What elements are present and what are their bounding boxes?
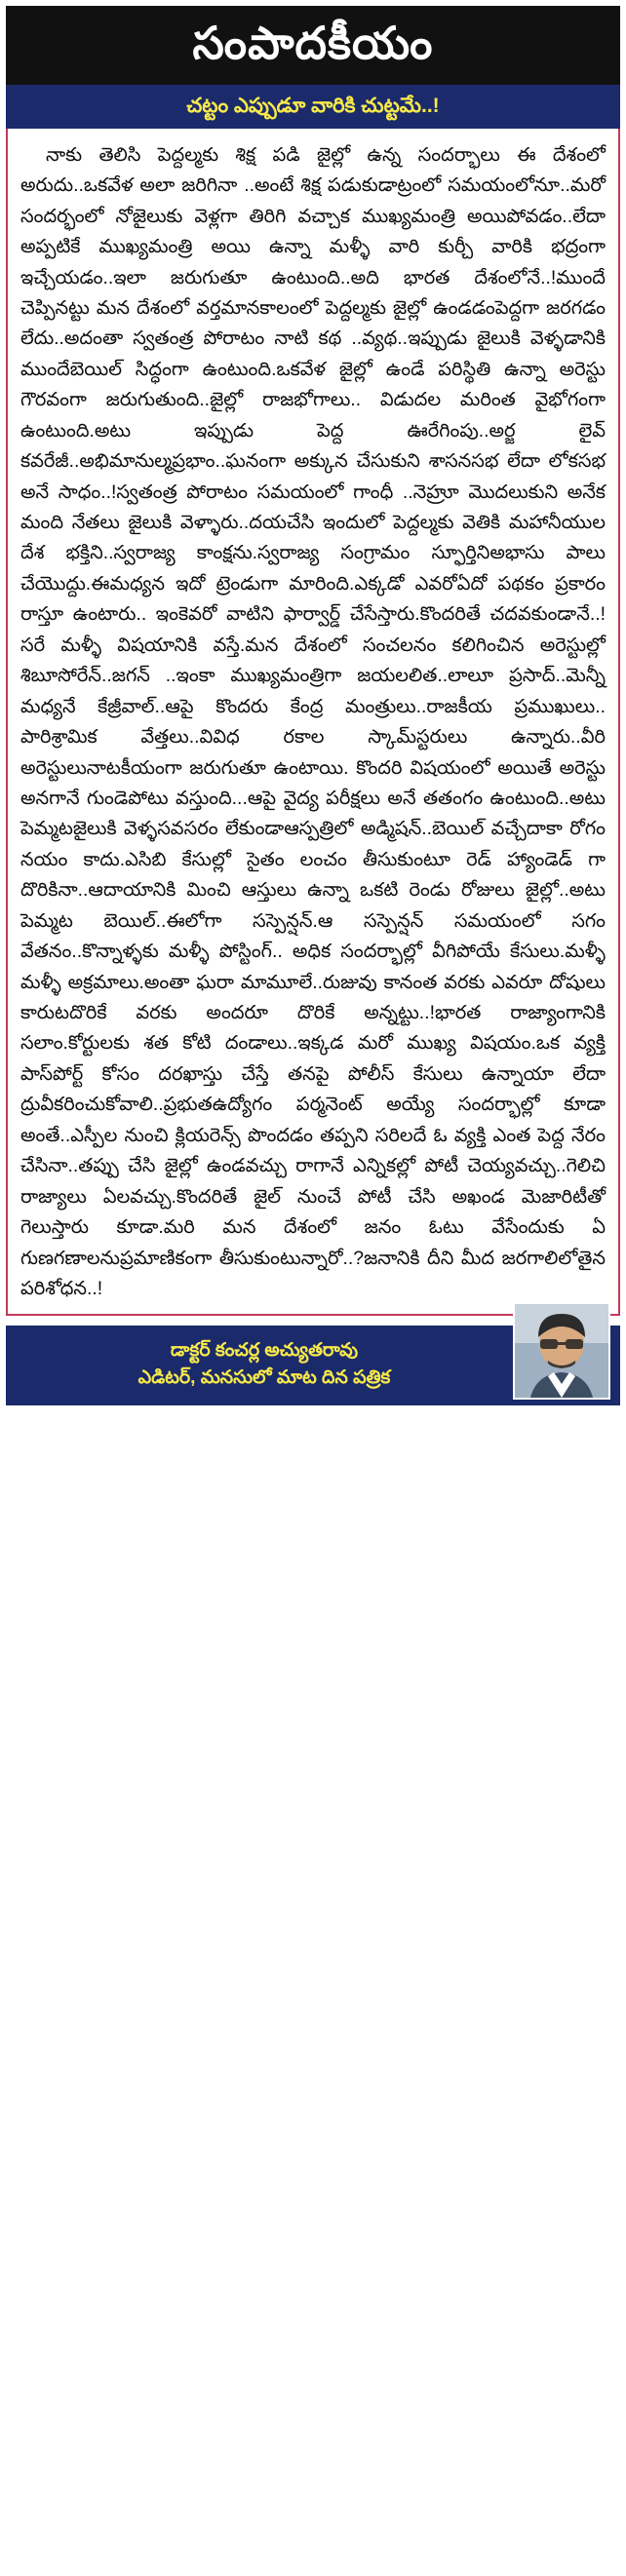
article-body [20, 140, 606, 1305]
subheadline-bar [6, 85, 620, 129]
author-footer [6, 1326, 620, 1404]
author-photo [513, 1302, 610, 1400]
portrait-icon [515, 1304, 608, 1398]
author-role: ఎడిటర్, మనసులో మాట దిన పత్రిక [137, 1366, 391, 1388]
author-name: డాక్టర్ కంచర్ల అచ్యుతరావు [170, 1340, 359, 1362]
masthead-title: సంపాదకీయం [192, 18, 434, 68]
masthead [6, 6, 620, 85]
subheadline-text: చట్టం ఎప్పుడూ వారికి చుట్టమే..! [186, 94, 440, 117]
article-frame [6, 129, 620, 1317]
article-paragraph: నాకు తెలిసి పెద్దల్మకు శిక్ష పడి జైల్లో ఉన్న సందర్భాలు ఈ దేశంలో అరుదు..ఒకవేళ అలా జరిగినా ..అంటే శిక్ష పడుకుడాట్రంలో సమయంలోనూ..మరో సందర్భంలో నోజైలుకు వెళ్లగా తిరిగి వచ్చాక ముఖ్యమంత్రి అయిపోవడం..లేదా అప్పటికే ముఖ్యమంత్రి అయి ఉన్నా మళ్ళీ వారి కుర్చీ వారికి భద్రంగా ఇచ్చేయడం..ఇలా జరుగుతూ ఉంటుంది..అది భారత దేశంలోనే..!ముందే చెప్పినట్టు మన దేశంలో వర్తమానకాలంలో పెద్దల్మకు జైల్లో ఉండడంపెద్దగా జరగడం లేదు..అదంతా స్వతంత్ర పోరాటం నాటి కథ ..వ్యథ..ఇప్పుడు జైలుకి వెళ్ళడానికి ముందేబెయిల్ సిద్ధంగా ఉంటుంది.ఒకవేళ జైల్లో ఉండే పరిస్థితి ఉన్నా అరెస్టు గౌరవంగా జరుగుతుంది..జైల్లో రాజభోగాలు.. విడుదల మరింత వైభోగంగా ఉంటుంది.అటు ఇప్పుడు పెద్ద ఊరేగింపు..అర్జ లైవ్ కవరేజీ..అభిమానుల్మప్రభాం..ఘనంగా అక్కున చేసుకుని శాసనసభ లేదా లోకసభ అనే సాధం..!స్వతంత్ర పోరాటం సమయంలో గాంధీ ..నెహ్రూ మొదలుకుని అనేక మంది నేతలు జైలుకి వెళ్ళారు..దయచేసి ఇందులో పెద్దల్మకు వెతికి మహానీయుల దేశ భక్తిని..స్వరాజ్య కాంక్షను.స్వరాజ్య సంగ్రామం స్ఫూర్తినిఅభాసు పాలు చేయొద్దు.ఈమధ్యన ఇదో ట్రెండుగా మారింది.ఎక్కడో ఎవరోఏదో పథకం ప్రకారం రాస్తూ ఉంటారు.. ఇంకెవరో వాటిని ఫార్వార్డ్ చేసేస్తారు.కొందరితే చదవకుండానే..!సరే మళ్ళీ విషయానికి వస్తే.మన దేశంలో సంచలనం కలిగించిన అరెస్టుల్లో శిబూసోరేన్..జగన్ ..ఇంకా ముఖ్యమంత్రిగా జయలలిత..లాలూ ప్రసాద్..మెన్నీ మధ్యనే కేజ్రీవాల్..ఆపై కొందరు కేంద్ర మంత్రులు..రాజకీయ ప్రముఖులు.. పారిశ్రామిక వేత్తలు..వివిధ రకాల స్కామ్‌స్టరులు ఉన్నారు..వీరి అరెస్టులునాటకీయంగా జరుగుతూ ఉంటాయి. కొందరి విషయంలో అయితే అరెస్టు అనగానే గుండెపోటు వస్తుంది...ఆపై వైద్య పరీక్షలు అనే తతంగం ఉంటుంది..అటు పెమ్మటజైలుకి వెళ్ళసవసరం లేకుండాఆస్పత్రిలో అడ్మిషన్..బెయిల్ వచ్చేదాకా రోగం నయం కాదు.ఎసిబి కేసుల్లో సైతం లంచం తీసుకుంటూ రెడ్ హ్యాండెడ్ గా దొరికినా..ఆదాయానికి మించి ఆస్తులు ఉన్నా ఒకటి రెండు రోజులు జైల్లో..అటు పెమ్మట బెయిల్..ఈలోగా సస్పెన్షన్.ఆ సస్పెన్షన్ సమయంలో సగం వేతనం..కొన్నాళ్ళకు మళ్ళీ పోస్టింగ్.. అధిక సందర్భాల్లో వీగిపోయే కేసులు.మళ్ళీ మళ్ళీ అక్రమాలు.అంతా ఘరా మామూలే..రుజువు కానంత వరకు ఎవరూ దోషులు కారుటదొరికే వరకు అందరూ దొరికే అన్నట్టు..!భారత రాజ్యాంగానికి సలాం.కోర్టులకు శత కోటి దండాలు..ఇక్కడ మరో ముఖ్య విషయం.ఒక వ్యక్తి పాస్‌పోర్ట్ కోసం దరఖాస్తు చేస్తే తనపై పోలీస్ కేసులు ఉన్నాయా లేదా ద్రువీకరించుకోవాలి..ప్రభుతఉద్యోగం పర్మనెంట్ అయ్యే సందర్భాల్లో కూడా అంతే..ఎస్పీల నుంచి క్లియరెన్స్ పొందడం తప్పని సరిలదే ఓ వ్యక్తి ఎంత పెద్ద నేరం చేసినా..తప్పు చేసి జైల్లో ఉండవచ్చు రాగానే ఎన్నికల్లో పోటీ చెయ్యవచ్చు..గెలిచి రాజ్యాలు ఏలవచ్చు.కొందరితే జైల్ నుంచే పోటీ చేసి అఖండ మెజారిటీతో గెలుస్తారు కూడా.మరి మన దేశంలో జనం ఓటు వేసేందుకు ఏ గుణగణాలనుప్రమాణికంగా తీసుకుంటున్నారో..?జనానికి దీని మీద జరగాలిలోతైన పరిశోధన..! [20, 143, 606, 1299]
